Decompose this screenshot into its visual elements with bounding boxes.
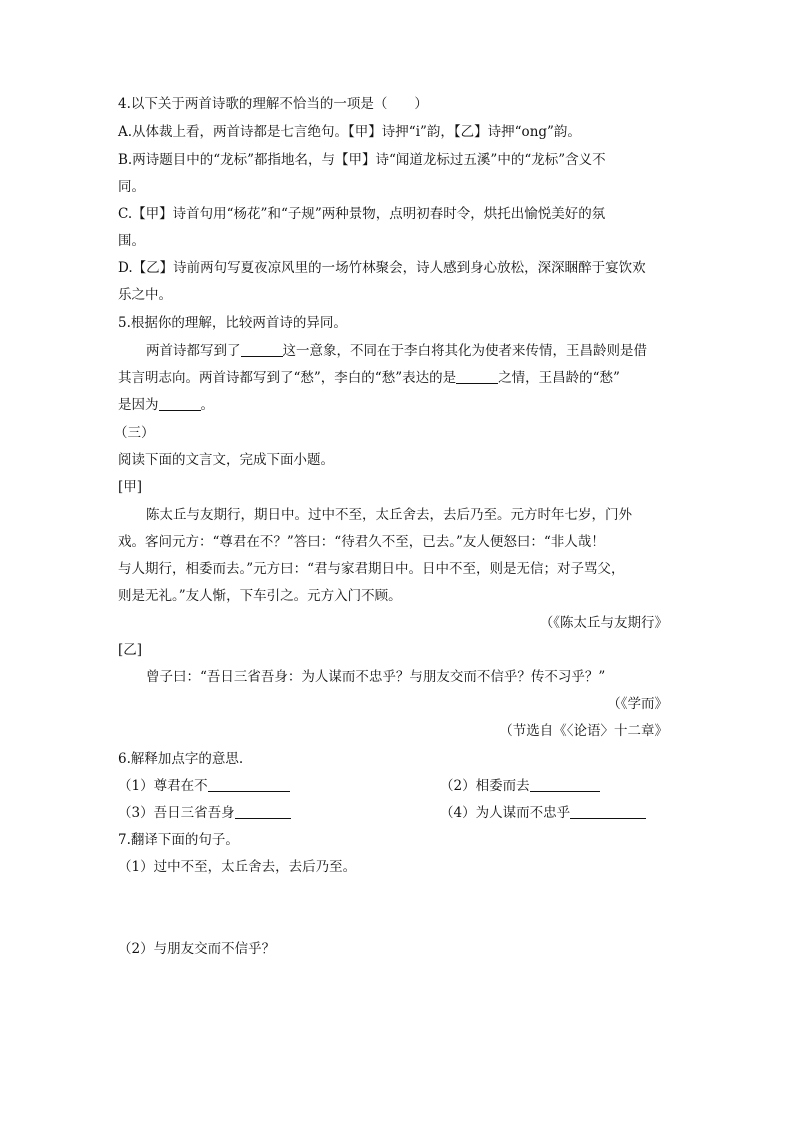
question-7-sentence2: （2）与朋友交而不信乎？ xyxy=(118,941,276,957)
answer-blank[interactable] xyxy=(235,804,291,819)
option-c-line1: C.【甲】诗首句用“杨花”和“子规”两种景物，点明初春时令，烘托出愉悦美好的氛 xyxy=(118,206,606,222)
passage-jia-line1: 陈太丘与友期行，期日中。过中不至，太丘舍去，去后乃至。元方时年七岁，门外 xyxy=(146,507,632,523)
q5-text: 这一意象，不同在于李白将其化为使者来传情，王昌龄则是借 xyxy=(282,343,647,359)
answer-blank[interactable] xyxy=(159,396,201,411)
option-c-line2: 围。 xyxy=(118,233,145,249)
question-6-stem: 6.解释加点字的意思. xyxy=(118,751,244,767)
question-6-item3 xyxy=(118,803,291,823)
q5-text: 其言明志向。两首诗都写到了“愁”，李白的“愁”表达的是 xyxy=(118,370,457,386)
passage-jia-line2: 戏。客问元方：“尊君在不？”答曰：“待君久不至，已去。”友人便怒曰：“非人哉！ xyxy=(118,534,605,550)
q6-item-label: （4）为人谋而不忠乎 xyxy=(440,805,571,821)
option-a: A.从体裁上看，两首诗都是七言绝句。【甲】诗押“i”韵，【乙】诗押“ong”韵。 xyxy=(118,124,581,140)
q6-item-label: （1）尊君在不 xyxy=(118,778,208,794)
q6-item-label: （3）吾日三省吾身 xyxy=(118,805,235,821)
passage-jia-line3: 与人期行，相委而去。”元方曰：“君与家君期日中。日中不至，则是无信；对子骂父， xyxy=(118,561,625,577)
passage-yi-excerpt-source: （节选自《〈论语〉十二章》 xyxy=(499,723,668,739)
question-5-line1 xyxy=(146,341,647,361)
question-6-item2 xyxy=(440,776,600,796)
passage-yi-line1: 曾子曰：“吾日三省吾身：为人谋而不忠乎？与朋友交而不信乎？传不习乎？” xyxy=(146,669,606,685)
q5-text: 两首诗都写到了 xyxy=(146,343,241,359)
passage-jia-label: [甲] xyxy=(118,479,143,495)
passage-jia-line4: 则是无礼。”友人惭，下车引之。元方入门不顾。 xyxy=(118,588,402,604)
question-6-item4 xyxy=(440,803,646,823)
option-b-line1: B.两诗题目中的“龙标”都指地名，与【甲】诗“闻道龙标过五溪”中的“龙标”含义不 xyxy=(118,152,606,168)
question-7-sentence1: （1）过中不至，太丘舍去，去后乃至。 xyxy=(118,859,357,875)
section-instruction: 阅读下面的文言文，完成下面小题。 xyxy=(118,452,334,468)
question-5-line2 xyxy=(118,368,620,388)
question-6-item1 xyxy=(118,776,290,796)
q5-text: 。 xyxy=(200,397,214,413)
q5-text: 之情，王昌龄的“愁” xyxy=(498,370,620,386)
question-7-stem: 7.翻译下面的句子。 xyxy=(118,832,239,848)
answer-blank[interactable] xyxy=(241,342,283,357)
q6-item-label: （2）相委而去 xyxy=(440,778,530,794)
answer-blank[interactable] xyxy=(208,777,290,792)
answer-blank[interactable] xyxy=(530,777,600,792)
option-d-line2: 乐之中。 xyxy=(118,287,172,303)
option-b-line2: 同。 xyxy=(118,179,145,195)
passage-yi-label: [乙] xyxy=(118,642,143,658)
question-4-stem: 4.以下关于两首诗歌的理解不恰当的一项是（ ） xyxy=(118,96,428,112)
answer-blank[interactable] xyxy=(456,369,498,384)
q5-text: 是因为 xyxy=(118,397,159,413)
answer-blank[interactable] xyxy=(570,804,646,819)
option-d-line1: D.【乙】诗前两句写夏夜凉风里的一场竹林聚会，诗人感到身心放松，深深睏醉于宴饮欢 xyxy=(118,260,646,276)
passage-yi-source: （《学而》 xyxy=(607,696,668,712)
section-heading: （三） xyxy=(114,425,155,441)
passage-jia-source: （《陈太丘与友期行》 xyxy=(539,615,668,631)
question-5-stem: 5.根据你的理解，比较两首诗的异同。 xyxy=(118,315,347,331)
question-5-line3 xyxy=(118,395,214,415)
